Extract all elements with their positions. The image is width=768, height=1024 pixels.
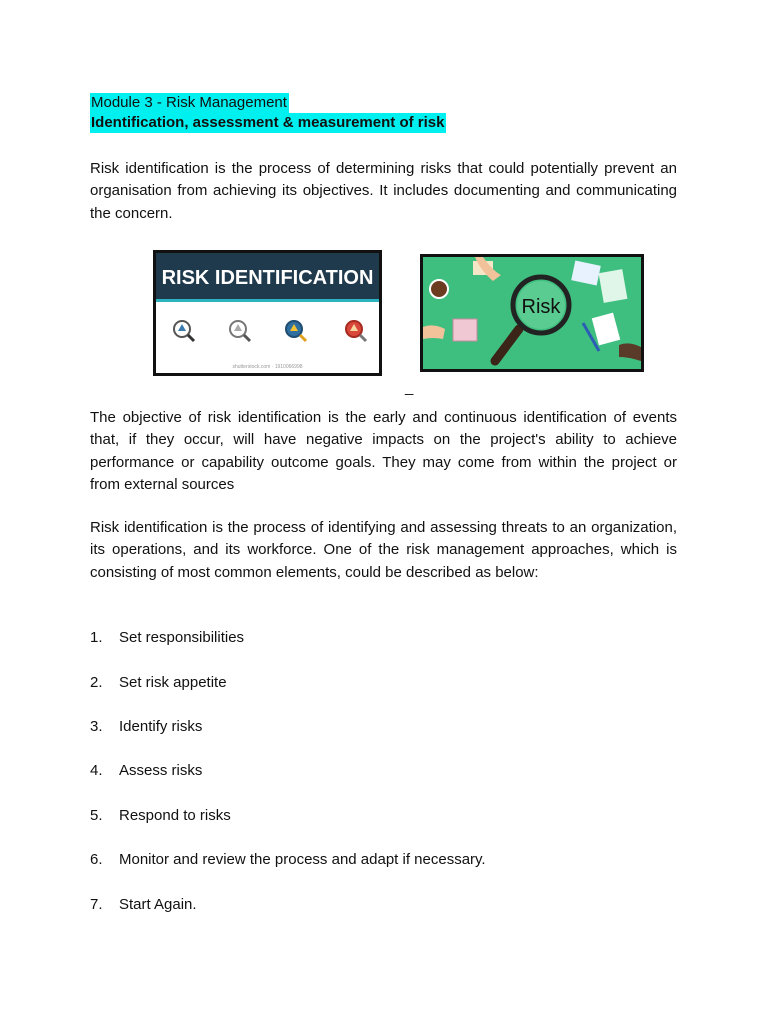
image-watermark: shutterstock.com · 1910066998 bbox=[232, 364, 303, 370]
list-item-label: Respond to risks bbox=[119, 807, 231, 824]
list-item-label: Set risk appetite bbox=[119, 674, 227, 691]
list-item-number: 7. bbox=[90, 896, 103, 913]
list-item bbox=[90, 807, 231, 824]
figure-separator: _ bbox=[405, 379, 414, 396]
risk-magnifier-illustration bbox=[423, 257, 641, 369]
approach-paragraph: Risk identification is the process of identifying and assessing threats to an organization, its operations, and its workforce. One of the risk management approaches, which is consisting of most common elements, could be described as below: bbox=[90, 519, 677, 581]
list-item bbox=[90, 896, 197, 913]
list-item-number: 2. bbox=[90, 674, 103, 691]
banner-title: RISK IDENTIFICATION bbox=[161, 267, 374, 289]
list-item-number: 4. bbox=[90, 762, 103, 779]
list-item-label: Monitor and review the process and adapt if necessary. bbox=[119, 851, 486, 868]
list-item bbox=[90, 762, 202, 779]
risk-magnifier-image bbox=[420, 254, 644, 372]
objective-paragraph: The objective of risk identification is the early and continuous identification of events that, if they occur, will have negative impacts on the project's ability to achieve performance or capability outcome goals. They may come from within the project or from external sources bbox=[90, 409, 677, 493]
list-item bbox=[90, 851, 486, 868]
list-item-label: Start Again. bbox=[119, 896, 197, 913]
list-item-number: 3. bbox=[90, 718, 103, 735]
section-subtitle: Identification, assessment & measurement of risk bbox=[91, 114, 445, 131]
list-item-number: 5. bbox=[90, 807, 103, 824]
list-item-label: Identify risks bbox=[119, 718, 203, 735]
intro-paragraph: Risk identification is the process of determining risks that could potentially prevent an organisation from achieving its objectives. It includes documenting and communicating the concern. bbox=[90, 160, 677, 222]
title-block bbox=[90, 93, 446, 133]
list-item bbox=[90, 674, 227, 691]
list-item-number: 1. bbox=[90, 629, 103, 646]
risk-identification-illustration bbox=[156, 253, 379, 373]
list-item-label: Set responsibilities bbox=[119, 629, 245, 646]
module-title: Module 3 - Risk Management bbox=[91, 94, 287, 111]
list-item-label: Assess risks bbox=[119, 762, 203, 779]
risk-identification-image bbox=[153, 250, 382, 376]
list-item bbox=[90, 718, 202, 735]
lens-label: Risk bbox=[521, 296, 561, 318]
list-item-number: 6. bbox=[90, 851, 103, 868]
list-item bbox=[90, 629, 244, 646]
